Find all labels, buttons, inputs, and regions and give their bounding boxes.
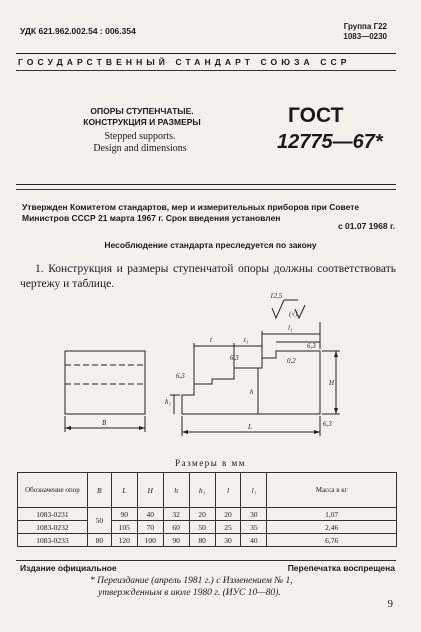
- footer-rule: [16, 560, 396, 561]
- cell-mass: 2,46: [267, 521, 397, 534]
- title-ru-line1: ОПОРЫ СТУПЕНЧАТЫЕ.: [90, 106, 194, 116]
- label-roughness-3: 0,2: [287, 357, 296, 365]
- col-header-b: B: [87, 473, 111, 508]
- label-t1: t₁: [244, 336, 249, 344]
- cell-h1: 50: [189, 521, 215, 534]
- table-row: [18, 534, 397, 547]
- reissue-note: [90, 575, 390, 599]
- roughness-symbol: (√): [289, 310, 298, 318]
- title-en-line2: Design and dimensions: [93, 143, 187, 154]
- col-header-h-upper: H: [137, 473, 163, 508]
- roughness-main-label: 12,5: [270, 292, 283, 300]
- stepped-profile: [182, 351, 320, 414]
- cell-h: 32: [163, 508, 189, 521]
- official-edition: Издание официальное: [20, 563, 117, 573]
- classification-code: 1083—0230: [343, 32, 387, 41]
- table-row: [18, 521, 397, 534]
- label-H: H: [329, 379, 335, 387]
- reissue-note-line2: утвержденным в июле 1980 г. (ИУС 10—80).: [98, 588, 281, 598]
- cell-L: 90: [111, 508, 137, 521]
- cell-B: 80: [87, 534, 111, 547]
- label-t: t: [210, 336, 212, 344]
- table-header-row: [18, 473, 397, 508]
- col-header-l-lower: l: [215, 473, 241, 508]
- cell-h: 90: [163, 534, 189, 547]
- cell-l: 30: [215, 534, 241, 547]
- title-ru-line2: КОНСТРУКЦИЯ И РАЗМЕРЫ: [83, 117, 201, 127]
- page-number: 9: [387, 598, 393, 610]
- label-roughness-4: 6,3: [307, 342, 316, 350]
- label-h: h: [250, 388, 254, 396]
- cell-L: 120: [111, 534, 137, 547]
- table-row: [18, 508, 397, 521]
- label-roughness-2: 6,3: [176, 372, 185, 380]
- table-caption: Размеры в мм: [175, 458, 246, 468]
- gost-label: ГОСТ: [288, 104, 344, 127]
- reprint-prohibited: Перепечатка воспрещена: [287, 563, 395, 573]
- label-l1: l₁: [288, 324, 293, 332]
- cell-designation: 1083-0232: [18, 521, 88, 534]
- col-header-l1: l₁: [241, 473, 267, 508]
- title-en-line1: Stepped supports.: [104, 131, 176, 142]
- cell-l1: 35: [241, 521, 267, 534]
- cell-b-shared: 50: [87, 508, 111, 534]
- col-header-designation: Обозначение опор: [18, 473, 88, 508]
- cell-designation: 1083-0233: [18, 534, 88, 547]
- label-roughness-1: 6,3: [230, 354, 239, 362]
- reissue-note-line1: * Переиздание (апрель 1981 г.) с Изменением № 1,: [90, 576, 293, 586]
- cell-L: 105: [111, 521, 137, 534]
- label-h1: h₁: [165, 398, 171, 406]
- col-header-l: L: [111, 473, 137, 508]
- col-header-h: h: [163, 473, 189, 508]
- standard-title: ГОСУДАРСТВЕННЫЙ СТАНДАРТ СОЮЗА ССР: [18, 57, 351, 67]
- cell-designation: 1083-0231: [18, 508, 88, 521]
- cell-l1: 30: [241, 508, 267, 521]
- approval-text: Утвержден Комитетом стандартов, мер и измерительных приборов при Совете Министров СССР 21 марта 1967 г. Срок введения установлен: [22, 202, 360, 223]
- cell-l: 20: [215, 508, 241, 521]
- cell-h: 60: [163, 521, 189, 534]
- end-view-outline: [65, 351, 145, 414]
- cell-H: 70: [137, 521, 163, 534]
- label-roughness-5: 6,3: [323, 420, 332, 428]
- cell-h1: 80: [189, 534, 215, 547]
- dimensions-table: [17, 472, 397, 547]
- group-label: Группа Г22: [343, 22, 387, 31]
- cell-h1: 20: [189, 508, 215, 521]
- cell-H: 40: [137, 508, 163, 521]
- paragraph-1: 1. Конструкция и размеры ступенчатой опоры должны соответствовать чертежу и таблице.: [20, 263, 396, 290]
- cell-l1: 40: [241, 534, 267, 547]
- label-L: L: [248, 423, 252, 431]
- effective-date: с 01.07 1968 г.: [337, 221, 395, 231]
- gost-number: 12775—67*: [277, 131, 383, 153]
- col-header-h1: h₁: [189, 473, 215, 508]
- cell-H: 100: [137, 534, 163, 547]
- cell-mass: 6,76: [267, 534, 397, 547]
- violation-notice: Несоблюдение стандарта преследуется по закону: [104, 240, 317, 250]
- cell-l: 25: [215, 521, 241, 534]
- col-header-mass: Масса в кг: [267, 473, 397, 508]
- udk-code: УДК 621.962.002.54 : 006.354: [20, 26, 136, 36]
- cell-mass: 1,07: [267, 508, 397, 521]
- label-B: B: [102, 419, 107, 427]
